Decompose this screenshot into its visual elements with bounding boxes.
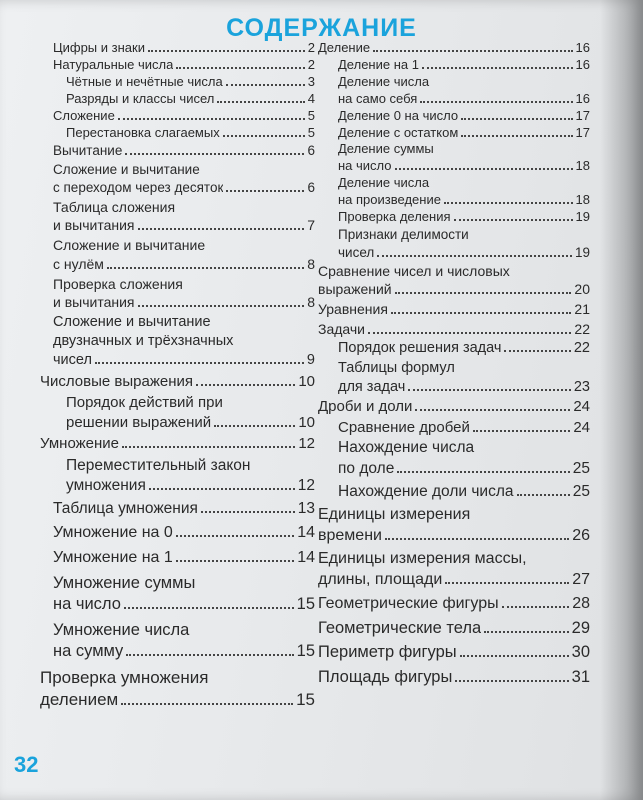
leader-dots: [397, 459, 569, 472]
leader-dots: [95, 352, 304, 364]
leader-dots: [395, 159, 573, 170]
toc-entry-text: Цифры и знаки: [53, 40, 145, 55]
toc-entry: [318, 74, 590, 108]
toc-entry: [318, 209, 590, 226]
toc-entry: [318, 320, 590, 338]
toc-entry: [318, 40, 590, 57]
toc-entry: [40, 142, 315, 160]
toc-entry-text: Деление на 1: [338, 56, 419, 72]
toc-entry-page: 14: [297, 549, 315, 567]
toc-entry: [40, 57, 315, 74]
toc-entry-text: Сложение и вычитание: [53, 161, 200, 177]
leader-dots: [176, 58, 304, 69]
toc-entry: [318, 642, 590, 663]
toc-entry-text: Геометрические тела: [318, 618, 482, 637]
toc-entry: [40, 108, 315, 125]
toc-entry: [40, 372, 315, 392]
toc-entry: [40, 499, 315, 519]
toc-entry: [40, 667, 315, 711]
toc-entry-text: Признаки делимости: [338, 226, 469, 242]
toc-entry: [318, 175, 590, 209]
toc-entry-page: 30: [571, 643, 590, 662]
toc-entry: [40, 275, 315, 311]
toc-entry-text: на само себя: [338, 90, 418, 106]
toc-entry-text: Дроби и доли: [318, 398, 413, 416]
toc-entry: [318, 141, 590, 175]
toc-entry-text: Площадь фигуры: [318, 667, 453, 686]
toc-entry-text: Чётные и нечётные числа: [66, 73, 223, 89]
toc-entry: [318, 57, 590, 74]
toc-entry-text: Перестановка слагаемых: [66, 124, 220, 140]
toc-entry-text: чисел: [53, 351, 92, 368]
leader-dots: [176, 549, 294, 563]
leader-dots: [408, 378, 571, 390]
toc-entry: [318, 482, 590, 502]
toc-entry-page: 5: [307, 107, 315, 123]
toc-entry-page: 29: [571, 618, 590, 637]
toc-entry: [40, 523, 315, 544]
leader-dots: [502, 595, 570, 609]
toc-entry: [318, 505, 590, 547]
toc-entry-text: Деление: [318, 40, 371, 55]
toc-entry-text: Уравнения: [318, 301, 388, 318]
toc-entry-text: делением: [40, 689, 119, 709]
toc-entry-page: 15: [296, 689, 315, 709]
toc-entry: [40, 620, 315, 663]
toc-entry: [40, 393, 315, 432]
toc-entry-text: по доле: [338, 459, 395, 477]
toc-right-column: [318, 40, 590, 688]
toc-entry: [40, 91, 315, 108]
toc-entry-page: 12: [298, 435, 315, 453]
leader-dots: [461, 125, 572, 136]
toc-entry-text: Умножение суммы: [53, 573, 196, 592]
leader-dots: [149, 477, 295, 490]
toc-entry: [40, 456, 315, 496]
leader-dots: [420, 91, 572, 102]
toc-entry-text: Деление числа: [338, 175, 430, 191]
leader-dots: [460, 643, 569, 657]
toc-entry-text: на сумму: [53, 642, 124, 661]
toc-entry-page: 24: [573, 418, 590, 436]
leader-dots: [391, 302, 571, 314]
leader-dots: [473, 419, 570, 432]
leader-dots: [125, 144, 304, 156]
toc-entry-text: Нахождение доли числа: [338, 482, 514, 500]
leader-dots: [122, 436, 295, 449]
page-number: 32: [14, 752, 39, 777]
toc-entry-page: 16: [575, 40, 590, 55]
toc-entry-text: Умножение на 1: [53, 549, 173, 567]
toc-entry-page: 21: [574, 301, 590, 318]
toc-entry-text: Проверка сложения: [53, 275, 183, 292]
toc-entry-page: 26: [572, 526, 590, 544]
leader-dots: [377, 245, 572, 257]
toc-entry-page: 18: [575, 192, 590, 208]
toc-entry-page: 24: [573, 398, 590, 416]
toc-entry-page: 5: [307, 124, 315, 140]
leader-dots: [385, 526, 569, 540]
toc-entry: [40, 125, 315, 142]
toc-entry-text: Сравнение чисел и числовых: [318, 263, 510, 280]
toc-entry-text: Сложение: [53, 107, 115, 123]
toc-entry: [40, 74, 315, 91]
toc-entry: [318, 226, 590, 261]
toc-entry-text: Сложение и вычитание: [53, 314, 211, 331]
toc-entry-text: Вычитание: [53, 143, 123, 159]
leader-dots: [373, 41, 572, 52]
toc-entry: [318, 108, 590, 125]
leader-dots: [484, 619, 569, 633]
leader-dots: [415, 399, 570, 412]
toc-entry-page: 17: [575, 124, 590, 140]
toc-entry-page: 16: [575, 56, 590, 72]
toc-entry-page: 22: [574, 320, 590, 337]
leader-dots: [444, 193, 573, 204]
toc-entry-page: 4: [307, 90, 315, 106]
toc-entry-page: 28: [572, 595, 590, 613]
toc-entry-text: Сложение и вычитание: [53, 237, 206, 254]
toc-entry-text: Деление суммы: [338, 141, 434, 157]
toc-entry: [40, 236, 315, 272]
toc-entry-text: Разряды и классы чисел: [66, 90, 215, 106]
toc-entry-text: Проверка умножения: [40, 667, 209, 687]
toc-entry-page: 15: [296, 642, 315, 661]
toc-entry-page: 20: [574, 281, 590, 298]
leader-dots: [148, 41, 305, 52]
toc-entry-text: с нулём: [53, 255, 104, 272]
toc-entry-text: Деление 0 на число: [338, 107, 459, 123]
toc-entry: [318, 438, 590, 478]
toc-entry: [318, 594, 590, 615]
leader-dots: [121, 691, 293, 705]
toc-entry-page: 2: [307, 40, 315, 55]
toc-entry-page: 19: [574, 244, 590, 260]
toc-entry-text: на число: [53, 595, 121, 614]
toc-entry-text: Деление числа: [338, 73, 430, 89]
page-title: СОДЕРЖАНИЕ: [226, 14, 417, 42]
toc-entry: [318, 667, 590, 688]
toc-entry-text: Таблица сложения: [53, 199, 176, 216]
toc-entry-text: Единицы измерения: [318, 505, 471, 523]
toc-entry-page: 10: [298, 372, 315, 390]
leader-dots: [138, 218, 305, 230]
toc-entry-page: 19: [575, 209, 590, 225]
leader-dots: [368, 322, 571, 334]
leader-dots: [422, 58, 573, 69]
toc-entry-text: Периметр фигуры: [318, 643, 457, 662]
toc-entry-page: 2: [307, 56, 315, 72]
toc-entry-page: 25: [572, 482, 590, 500]
toc-entry-text: Переместительный закон: [66, 456, 251, 474]
toc-entry: [40, 573, 315, 616]
toc-entry-text: Таблицы формул: [338, 359, 455, 376]
toc-entry-page: 15: [296, 595, 315, 614]
toc-entry-text: и вычитания: [53, 294, 135, 311]
toc-entry-text: Проверка деления: [338, 209, 451, 225]
toc-entry-page: 31: [571, 667, 590, 686]
toc-entry-page: 16: [575, 90, 590, 106]
toc-entry-page: 9: [306, 351, 315, 368]
toc-entry-text: Деление с остатком: [338, 124, 459, 140]
leader-dots: [118, 108, 305, 119]
leader-dots: [138, 295, 305, 307]
toc-entry: [318, 359, 590, 397]
leader-dots: [196, 373, 295, 386]
leader-dots: [126, 642, 293, 656]
toc-entry: [318, 339, 590, 358]
toc-entry: [318, 300, 590, 318]
toc-entry: [318, 549, 590, 591]
toc-entry-page: 25: [572, 459, 590, 477]
toc-entry: [40, 40, 315, 57]
leader-dots: [223, 125, 305, 136]
toc-entry-text: выражений: [318, 281, 392, 298]
toc-entry-text: Таблица умножения: [53, 500, 198, 518]
leader-dots: [504, 339, 570, 351]
leader-dots: [517, 483, 570, 496]
toc-entry-page: 23: [573, 378, 590, 395]
leader-dots: [214, 414, 295, 427]
toc-entry-text: Нахождение числа: [338, 439, 475, 457]
toc-entry: [40, 548, 315, 569]
toc-entry-text: длины, площади: [318, 571, 443, 589]
toc-entry-page: 14: [297, 524, 315, 542]
leader-dots: [454, 210, 573, 221]
toc-entry-text: чисел: [338, 244, 375, 260]
toc-entry: [318, 262, 590, 298]
leader-dots: [455, 668, 568, 682]
toc-left-column: [40, 40, 315, 711]
toc-entry-text: умножения: [66, 476, 146, 494]
toc-entry-text: Задачи: [318, 320, 366, 337]
toc-entry: [40, 161, 315, 196]
toc-entry: [318, 418, 590, 438]
toc-entry-text: Числовые выражения: [40, 372, 193, 390]
toc-entry-page: 7: [307, 217, 315, 234]
leader-dots: [226, 180, 304, 192]
toc-entry: [318, 618, 590, 639]
toc-entry-text: с переходом через десяток: [53, 179, 224, 195]
toc-entry-text: на число: [338, 158, 392, 174]
toc-entry-page: 10: [298, 413, 315, 431]
toc-entry-page: 6: [307, 143, 315, 159]
toc-entry-text: и вычитания: [53, 217, 135, 234]
toc-entry-text: на произведение: [338, 192, 441, 208]
toc-entry-page: 6: [307, 179, 315, 195]
toc-entry: [40, 313, 315, 370]
toc-entry-text: Умножение: [40, 435, 120, 453]
toc-entry-page: 8: [307, 294, 315, 311]
toc-entry-text: Единицы измерения массы,: [318, 550, 527, 568]
leader-dots: [395, 282, 572, 294]
toc-entry-text: решении выражений: [66, 413, 212, 431]
leader-dots: [124, 595, 294, 609]
toc-entry-text: двузначных и трёхзначных: [53, 333, 234, 350]
leader-dots: [461, 108, 572, 119]
toc-entry-text: Натуральные числа: [53, 56, 174, 72]
toc-entry-text: Умножение числа: [53, 620, 190, 639]
toc-entry-text: Порядок действий при: [66, 394, 223, 412]
leader-dots: [201, 500, 295, 513]
toc-entry-page: 22: [573, 339, 590, 356]
toc-entry: [40, 198, 315, 234]
toc-entry-text: Порядок решения задач: [338, 339, 502, 356]
toc-entry: [318, 125, 590, 142]
toc-entry-text: Умножение на 0: [53, 524, 173, 542]
leader-dots: [226, 74, 305, 85]
toc-entry-text: Сравнение дробей: [338, 418, 470, 436]
toc-entry-page: 12: [297, 476, 315, 494]
leader-dots: [217, 91, 304, 102]
toc-entry-page: 27: [572, 571, 590, 589]
toc-entry-page: 13: [297, 500, 315, 518]
leader-dots: [176, 524, 294, 538]
toc-entry-text: для задач: [338, 378, 406, 395]
page-edge-shadow: [600, 0, 643, 800]
toc-entry: [318, 397, 590, 417]
toc-entry-page: 8: [307, 255, 315, 272]
toc-entry-text: Геометрические фигуры: [318, 595, 499, 613]
toc-entry-text: времени: [318, 526, 382, 544]
leader-dots: [107, 257, 304, 269]
toc-entry-page: 3: [307, 73, 315, 89]
toc-entry-page: 18: [575, 158, 590, 174]
leader-dots: [445, 571, 569, 585]
toc-entry: [40, 434, 315, 454]
toc-entry-page: 17: [575, 107, 590, 123]
